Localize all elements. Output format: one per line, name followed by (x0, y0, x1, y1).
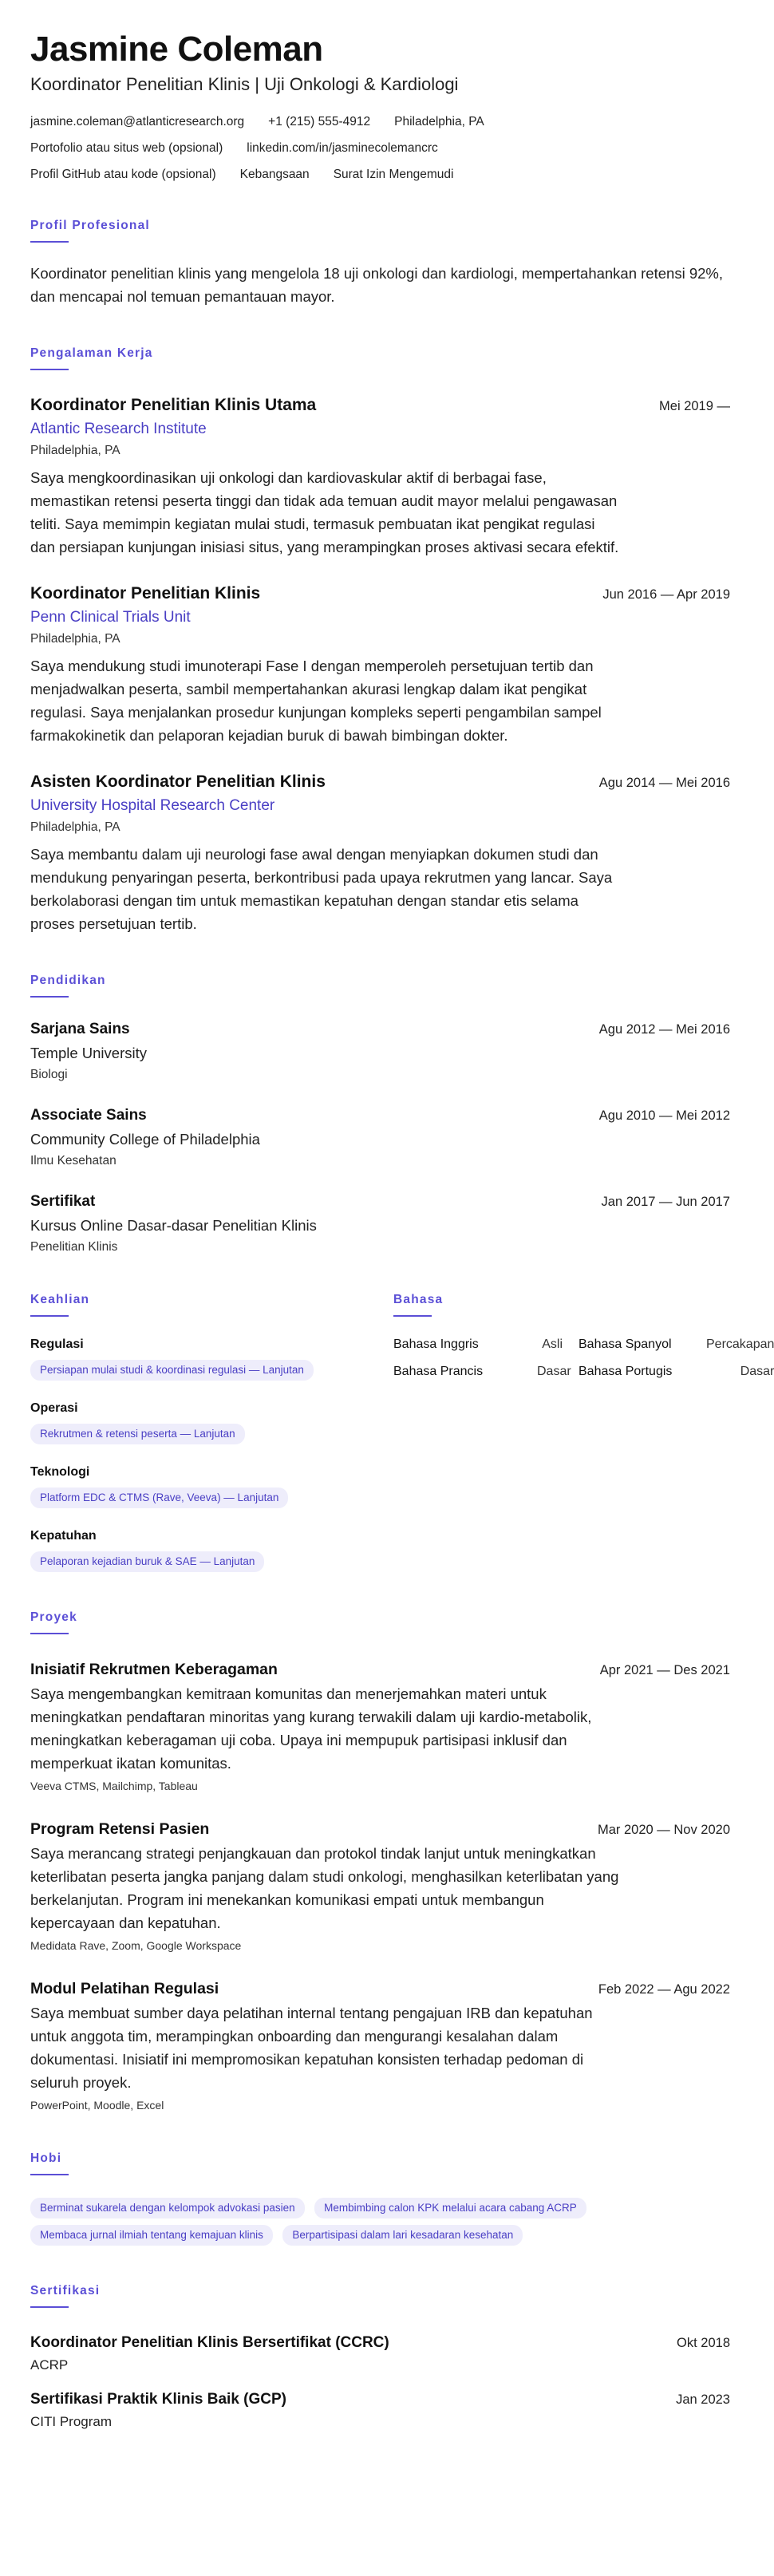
certification-date: Jan 2023 (676, 2392, 730, 2407)
project-tools: Veeva CTMS, Mailchimp, Tableau (30, 1780, 198, 1792)
language-level: Asli (542, 1337, 563, 1351)
certification-entry (30, 2388, 730, 2432)
github-link[interactable]: Profil GitHub atau kode (opsional) (30, 168, 216, 181)
language-name: Bahasa Portugis (579, 1365, 673, 1378)
section-title-profile: Profil Profesional (30, 217, 730, 243)
skill-tag: Pelaporan kejadian buruk & SAE — Lanjutan (30, 1551, 264, 1572)
skill-category: Teknologi (30, 1465, 90, 1479)
skill-group (30, 1527, 393, 1572)
profile-section (30, 217, 730, 308)
section-title-education: Pendidikan (30, 972, 730, 998)
skills-languages-row (30, 1291, 774, 1572)
section-title-hobbies: Hobi (30, 2150, 730, 2175)
skill-tag: Platform EDC & CTMS (Rave, Veeva) — Lanjutan (30, 1488, 288, 1508)
job-location: Philadelphia, PA (30, 444, 120, 457)
project-entry (30, 1658, 730, 1794)
hobby-tag: Berminat sukarela dengan kelompok advokasi pasien (30, 2198, 305, 2218)
certification-issuer: ACRP (30, 2357, 69, 2373)
candidate-name: Jasmine Coleman (30, 30, 323, 69)
hobbies-section (30, 2150, 730, 2246)
projects-section (30, 1609, 730, 2113)
school: Community College of Philadelphia (30, 1131, 260, 1148)
hobby-tag: Membaca jurnal ilmiah tentang kemajuan klinis (30, 2225, 273, 2246)
skill-tag: Persiapan mulai studi & koordinasi regulasi — Lanjutan (30, 1360, 314, 1381)
job-date: Agu 2014 — Mei 2016 (598, 776, 730, 790)
education-date: Agu 2012 — Mei 2016 (598, 1022, 730, 1037)
language-list (393, 1336, 774, 1381)
skill-tag: Rekrutmen & retensi peserta — Lanjutan (30, 1424, 245, 1444)
employer: University Hospital Research Center (30, 797, 275, 814)
skill-group (30, 1336, 393, 1381)
school: Temple University (30, 1045, 147, 1061)
certification-name: Koordinator Penelitian Klinis Bersertifikat (CCRC) (30, 2334, 389, 2351)
job-date: Jun 2016 — Apr 2019 (602, 587, 730, 602)
language-name: Bahasa Prancis (393, 1365, 484, 1378)
education-date: Jan 2017 — Jun 2017 (601, 1195, 730, 1209)
linkedin-link[interactable]: linkedin.com/in/jasminecolemancrc (247, 141, 438, 155)
skills-section (30, 1291, 393, 1572)
project-tools: PowerPoint, Moodle, Excel (30, 2099, 164, 2112)
section-title-skills: Keahlian (30, 1291, 393, 1317)
field-of-study: Ilmu Kesehatan (30, 1154, 116, 1167)
education-entry (30, 1104, 730, 1170)
experience-entry (30, 394, 730, 559)
project-description: Saya merancang strategi penjangkauan dan protokol tindak lanjut untuk meningkatkan keterlibatan peserta jangka panjang dalam studi onkologi, menghasilkan keterlibatan yang berkelanjutan. Program ini menekankan komunikasi empati untuk membangun kepercayaan dan kepatuhan. (30, 1845, 619, 1931)
languages-section (393, 1291, 774, 1572)
project-name: Inisiatif Rekrutmen Keberagaman (30, 1661, 278, 1678)
candidate-headline: Koordinator Penelitian Klinis | Uji Onkologi & Kardiologi (30, 74, 459, 94)
certification-entry (30, 2332, 730, 2376)
section-title-projects: Proyek (30, 1609, 730, 1634)
project-entry (30, 1977, 730, 2113)
job-title: Asisten Koordinator Penelitian Klinis (30, 772, 326, 791)
job-location: Philadelphia, PA (30, 632, 120, 646)
skill-group (30, 1464, 393, 1508)
project-name: Program Retensi Pasien (30, 1820, 210, 1838)
job-location: Philadelphia, PA (30, 820, 120, 834)
skill-group (30, 1400, 393, 1444)
project-description: Saya membuat sumber daya pelatihan internal tentang pengajuan IRB dan kepatuhan untuk anggota tim, merampingkan onboarding dan mengurangi kesalahan dalam dokumentasi. Inisiatif ini mempromosikan kepatuhan konsisten terhadap pedoman di seluruh proyek. (30, 2005, 593, 2091)
section-title-languages: Bahasa (393, 1291, 729, 1317)
degree: Sarjana Sains (30, 1021, 130, 1037)
nationality: Kebangsaan (239, 168, 310, 181)
language-level: Dasar (740, 1365, 774, 1378)
experience-entry (30, 583, 730, 747)
section-title-experience: Pengalaman Kerja (30, 345, 730, 370)
certification-date: Okt 2018 (677, 2336, 730, 2350)
language-name: Bahasa Spanyol (579, 1337, 672, 1351)
job-description: Saya membantu dalam uji neurologi fase awal dengan menyiapkan dokumen studi dan mendukung penyaringan peserta, berkontribusi pada upaya rekrutmen yang lancar. Saya berkolaborasi dengan tim untuk memastikan kepatuhan dengan standar etis selama proses persetujuan tertib. (30, 846, 613, 932)
skill-category: Kepatuhan (30, 1529, 97, 1543)
project-entry (30, 1818, 730, 1954)
job-description: Saya mengkoordinasikan uji onkologi dan kardiovaskular aktif di berbagai fase, memastikan retensi peserta tinggi dan tidak ada temuan audit mayor melalui pengawasan teliti. Saya memimpin kegiatan mulai studi, termasuk pembuatan ikat pengikat regulasi dan persiapan kunjungan inisiasi situs, yang merampingkan proses aktivasi secara efektif. (30, 469, 619, 555)
language-name: Bahasa Inggris (393, 1337, 479, 1351)
job-description: Saya mendukung studi imunoterapi Fase I dengan memperoleh persetujuan tertib dan menjadwalkan peserta, sambil mempertahankan akurasi lengkap dalam ikat pengikat regulasi. Saya menjalankan prosedur kunjungan kompleks seperti pengambilan sampel farmakokinetik dan pelaporan kejadian buruk di bawah bimbingan dokter. (30, 658, 602, 744)
job-date: Mei 2019 — (659, 399, 730, 413)
skill-category: Operasi (30, 1401, 78, 1415)
hobby-tag: Berpartisipasi dalam lari kesadaran kesehatan (282, 2225, 523, 2246)
field-of-study: Penelitian Klinis (30, 1240, 118, 1254)
certifications-section (30, 2282, 730, 2432)
education-section (30, 972, 730, 1256)
language-level: Percakapan (706, 1337, 774, 1351)
education-entry (30, 1191, 730, 1256)
degree: Sertifikat (30, 1193, 96, 1210)
field-of-study: Biologi (30, 1068, 68, 1081)
certification-issuer: CITI Program (30, 2414, 113, 2429)
profile-summary: Koordinator penelitian klinis yang mengelola 18 uji onkologi dan kardiologi, mempertahankan retensi 92%, dan mencapai nol temuan pemantauan mayor. (30, 265, 723, 305)
employer: Atlantic Research Institute (30, 421, 207, 437)
project-name: Modul Pelatihan Regulasi (30, 1980, 219, 1997)
degree: Associate Sains (30, 1107, 147, 1124)
contact-info (30, 113, 730, 184)
job-title: Koordinator Penelitian Klinis (30, 584, 261, 603)
drivers-license: Surat Izin Mengemudi (333, 168, 454, 181)
certification-name: Sertifikasi Praktik Klinis Baik (GCP) (30, 2391, 287, 2408)
language-level: Dasar (537, 1365, 571, 1378)
education-entry (30, 1018, 730, 1084)
experience-section (30, 345, 730, 935)
location: Philadelphia, PA (394, 115, 484, 128)
section-title-certifications: Sertifikasi (30, 2282, 730, 2308)
experience-entry (30, 771, 730, 935)
hobby-tag: Membimbing calon KPK melalui acara cabang ACRP (314, 2198, 586, 2218)
project-date: Mar 2020 — Nov 2020 (597, 1823, 730, 1837)
education-date: Agu 2010 — Mei 2012 (598, 1108, 730, 1123)
project-tools: Medidata Rave, Zoom, Google Workspace (30, 1939, 242, 1952)
project-date: Apr 2021 — Des 2021 (599, 1663, 730, 1677)
phone-number[interactable]: +1 (215) 555-4912 (268, 115, 371, 128)
resume-header (30, 29, 730, 184)
job-title: Koordinator Penelitian Klinis Utama (30, 396, 317, 414)
project-description: Saya mengembangkan kemitraan komunitas dan menerjemahkan materi untuk meningkatkan pendaftaran minoritas yang kurang terwakili dalam uji kardio-metabolik, meningkatkan keberagaman uji coba. Upaya ini mempupuk partisipasi inklusif dan memperkuat ikatan komunitas. (30, 1685, 592, 1772)
skill-category: Regulasi (30, 1337, 84, 1351)
email-link[interactable]: jasmine.coleman@atlanticresearch.org (30, 115, 245, 128)
project-date: Feb 2022 — Agu 2022 (598, 1982, 730, 1997)
school: Kursus Online Dasar-dasar Penelitian Klinis (30, 1217, 317, 1234)
employer: Penn Clinical Trials Unit (30, 609, 191, 626)
portfolio-link[interactable]: Portofolio atau situs web (opsional) (30, 141, 223, 155)
hobby-list (30, 2191, 730, 2246)
